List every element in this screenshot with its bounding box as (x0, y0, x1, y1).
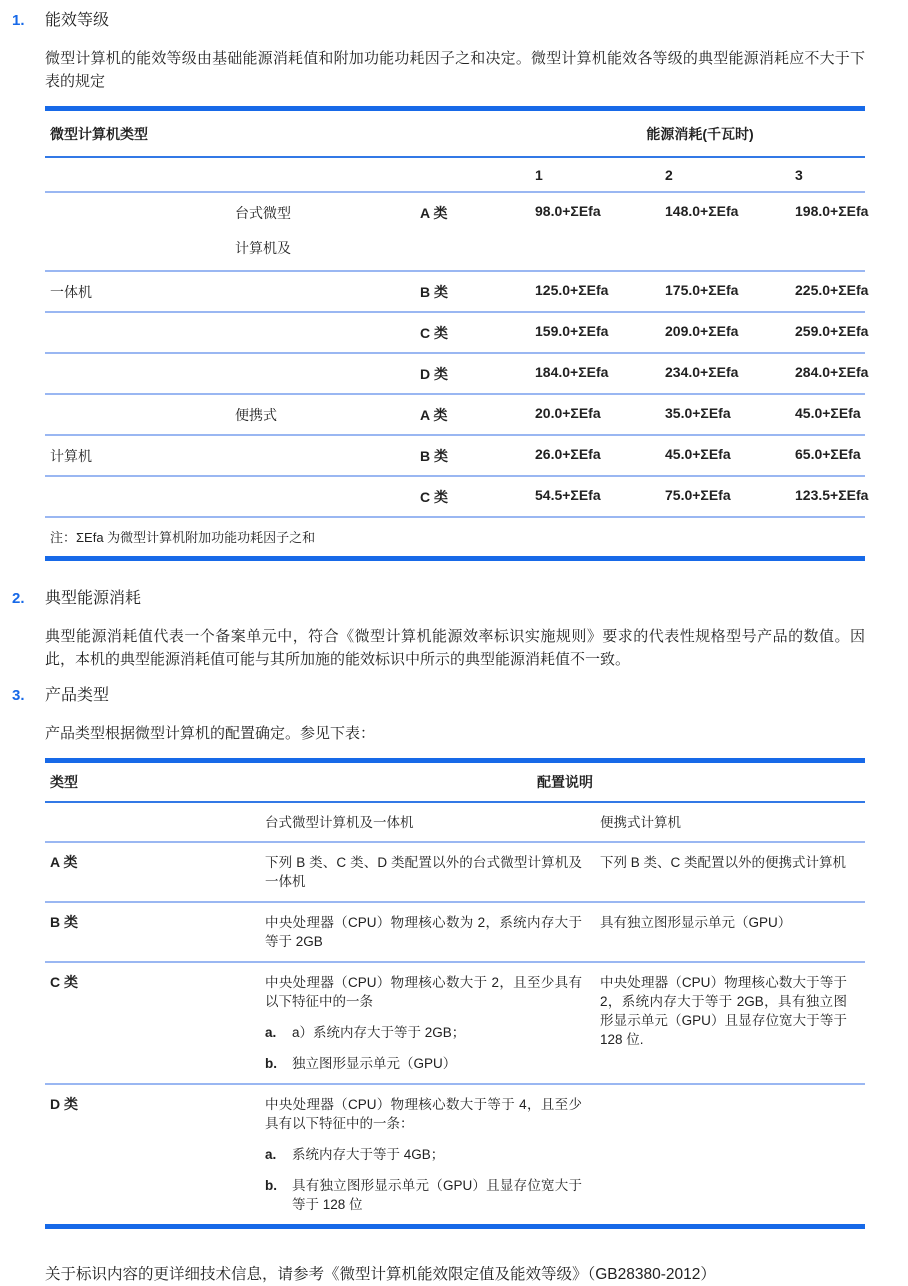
header-computer-type: 微型计算机类型 (50, 126, 148, 142)
section-1-number: 1. (12, 12, 25, 29)
header-config-description: 配置说明 (537, 774, 593, 790)
energy-table-grade-row (45, 158, 865, 193)
class-cell: C 类 (50, 974, 78, 990)
type-line-1: 台式微型 (235, 205, 291, 221)
section-product-type (10, 685, 865, 1229)
section-2-number: 2. (12, 590, 25, 607)
class-cell: A 类 (50, 854, 78, 870)
table-row (45, 477, 869, 518)
section-1-paragraph: 微型计算机的能效等级由基础能源消耗值和附加功能功耗因子之和决定。微型计算机能效各等级的典型能源消耗应不大于下表的规定 (45, 50, 865, 90)
section-3-title: 产品类型 (45, 687, 110, 704)
type-cell: 便携式 (235, 407, 277, 423)
table-row (45, 395, 865, 436)
type-cell (235, 203, 420, 258)
value-grade-3: 225.0+ΣEfa (795, 282, 869, 298)
section-2-title: 典型能源消耗 (45, 590, 142, 607)
type-cell (235, 446, 420, 466)
portable-config-cell: 下列 B 类、C 类配置以外的便携式计算机 (600, 855, 847, 870)
table-row (45, 354, 869, 395)
value-grade-1: 159.0+ΣEfa (535, 323, 609, 339)
value-grade-1: 20.0+ΣEfa (535, 405, 601, 421)
section-3-number: 3. (12, 687, 25, 704)
section-energy-grade (10, 10, 869, 561)
class-cell: B 类 (50, 914, 78, 930)
value-grade-3: 45.0+ΣEfa (795, 405, 861, 421)
product-table-subheader-row (45, 803, 865, 843)
grade-header-3: 3 (795, 167, 803, 183)
value-grade-2: 209.0+ΣEfa (665, 323, 739, 339)
table-footnote: 注：ΣEfa 为微型计算机附加功能功耗因子之和 (50, 530, 316, 545)
desktop-config-cell (265, 913, 600, 951)
table-row (45, 843, 865, 903)
class-cell: C 类 (420, 489, 448, 505)
class-cell: A 类 (420, 407, 448, 423)
type-cell (45, 323, 235, 343)
class-cell: D 类 (50, 1096, 78, 1112)
section-2-paragraph: 典型能源消耗值代表一个备案单元中，符合《微型计算机能源效率标识实施规则》要求的代表性规格型号产品的数值。因此，本机的典型能源消耗值可能与其所加施的能效标识中所示的典型能源消耗值不一致。 (45, 628, 865, 668)
section-1-title: 能效等级 (45, 12, 110, 29)
table-row (45, 436, 865, 477)
desktop-config-cell (265, 973, 600, 1073)
list-item (265, 1054, 582, 1073)
list-marker: a. (265, 1147, 277, 1162)
list-item (265, 1023, 582, 1042)
section-typical-energy (10, 588, 865, 671)
class-cell: A 类 (420, 205, 448, 221)
empty-cell (45, 813, 265, 832)
value-grade-1: 125.0+ΣEfa (535, 282, 609, 298)
header-type: 类型 (50, 774, 78, 790)
section-3-paragraph: 产品类型根据微型计算机的配置确定。参见下表： (45, 725, 376, 742)
value-grade-3: 198.0+ΣEfa (795, 203, 869, 219)
value-grade-3: 284.0+ΣEfa (795, 364, 869, 380)
type-cell (235, 487, 420, 507)
list-text: 独立图形显示单元（GPU） (292, 1056, 457, 1071)
type-cell (235, 364, 420, 384)
class-cell: B 类 (420, 448, 448, 464)
config-text: 中央处理器（CPU）物理核心数大于等于 4，且至少具有以下特征中的一条： (265, 1097, 582, 1131)
config-text: 下列 B 类、C 类、D 类配置以外的台式微型计算机及一体机 (265, 855, 582, 889)
table-row (45, 963, 865, 1085)
list-marker: b. (265, 1178, 277, 1193)
empty-cell (235, 167, 420, 183)
value-grade-1: 54.5+ΣEfa (535, 487, 601, 503)
value-grade-1: 184.0+ΣEfa (535, 364, 609, 380)
config-text: 中央处理器（CPU）物理核心数大于 2，且至少具有以下特征中的一条 (265, 975, 582, 1009)
grade-header-1: 1 (535, 167, 543, 183)
list-item (265, 1145, 582, 1164)
type-cell (45, 487, 235, 507)
list-marker: a. (265, 1025, 277, 1040)
list-text: 具有独立图形显示单元（GPU）且显存位宽大于等于 128 位 (292, 1178, 582, 1212)
value-grade-2: 175.0+ΣEfa (665, 282, 739, 298)
value-grade-2: 234.0+ΣEfa (665, 364, 739, 380)
list-text: a）系统内存大于等于 2GB； (292, 1025, 466, 1040)
table-row (45, 193, 869, 272)
type-cell (45, 364, 235, 384)
list-item (265, 1176, 582, 1214)
value-grade-2: 75.0+ΣEfa (665, 487, 731, 503)
type-cell: 一体机 (50, 284, 92, 300)
value-grade-2: 35.0+ΣEfa (665, 405, 731, 421)
config-text: 中央处理器（CPU）物理核心数为 2，系统内存大于等于 2GB (265, 915, 582, 949)
type-cell: 计算机 (50, 448, 92, 464)
portable-config-cell: 中央处理器（CPU）物理核心数大于等于 2，系统内存大于等于 2GB，具有独立图形显示单元（GPU）且显存位宽大于等于 128 位. (600, 975, 847, 1047)
class-cell: C 类 (420, 325, 448, 341)
energy-consumption-table (45, 106, 869, 561)
type-cell (235, 323, 420, 343)
type-cell (235, 282, 420, 302)
portable-config-cell: 具有独立图形显示单元（GPU） (600, 915, 792, 930)
energy-table-header-row (45, 111, 865, 158)
subheader-desktop: 台式微型计算机及一体机 (265, 815, 414, 830)
reference-note: 关于标识内容的更详细技术信息，请参考《微型计算机能效限定值及能效等级》（GB28380-2012） (45, 1266, 716, 1283)
type-cell (45, 203, 235, 258)
class-cell: B 类 (420, 284, 448, 300)
type-line-2: 计算机及 (235, 240, 291, 256)
value-grade-3: 123.5+ΣEfa (795, 487, 869, 503)
value-grade-1: 98.0+ΣEfa (535, 203, 601, 219)
table-row (45, 903, 865, 963)
list-text: 系统内存大于等于 4GB； (292, 1147, 445, 1162)
product-type-table (45, 758, 865, 1229)
grade-header-2: 2 (665, 167, 673, 183)
product-table-header-row (45, 763, 865, 803)
class-cell: D 类 (420, 366, 448, 382)
list-marker: b. (265, 1056, 277, 1071)
table-row (45, 313, 869, 354)
header-energy-consumption: 能源消耗(千瓦时) (646, 126, 754, 142)
value-grade-2: 45.0+ΣEfa (665, 446, 731, 462)
value-grade-3: 259.0+ΣEfa (795, 323, 869, 339)
empty-cell (420, 167, 535, 183)
subheader-portable: 便携式计算机 (600, 815, 681, 830)
table-row (45, 272, 869, 313)
value-grade-3: 65.0+ΣEfa (795, 446, 861, 462)
table-row (45, 1085, 865, 1224)
value-grade-2: 148.0+ΣEfa (665, 203, 739, 219)
type-cell (45, 405, 235, 425)
empty-cell (45, 167, 235, 183)
portable-config-cell (600, 1095, 865, 1214)
value-grade-1: 26.0+ΣEfa (535, 446, 601, 462)
desktop-config-cell (265, 853, 600, 891)
desktop-config-cell (265, 1095, 600, 1214)
